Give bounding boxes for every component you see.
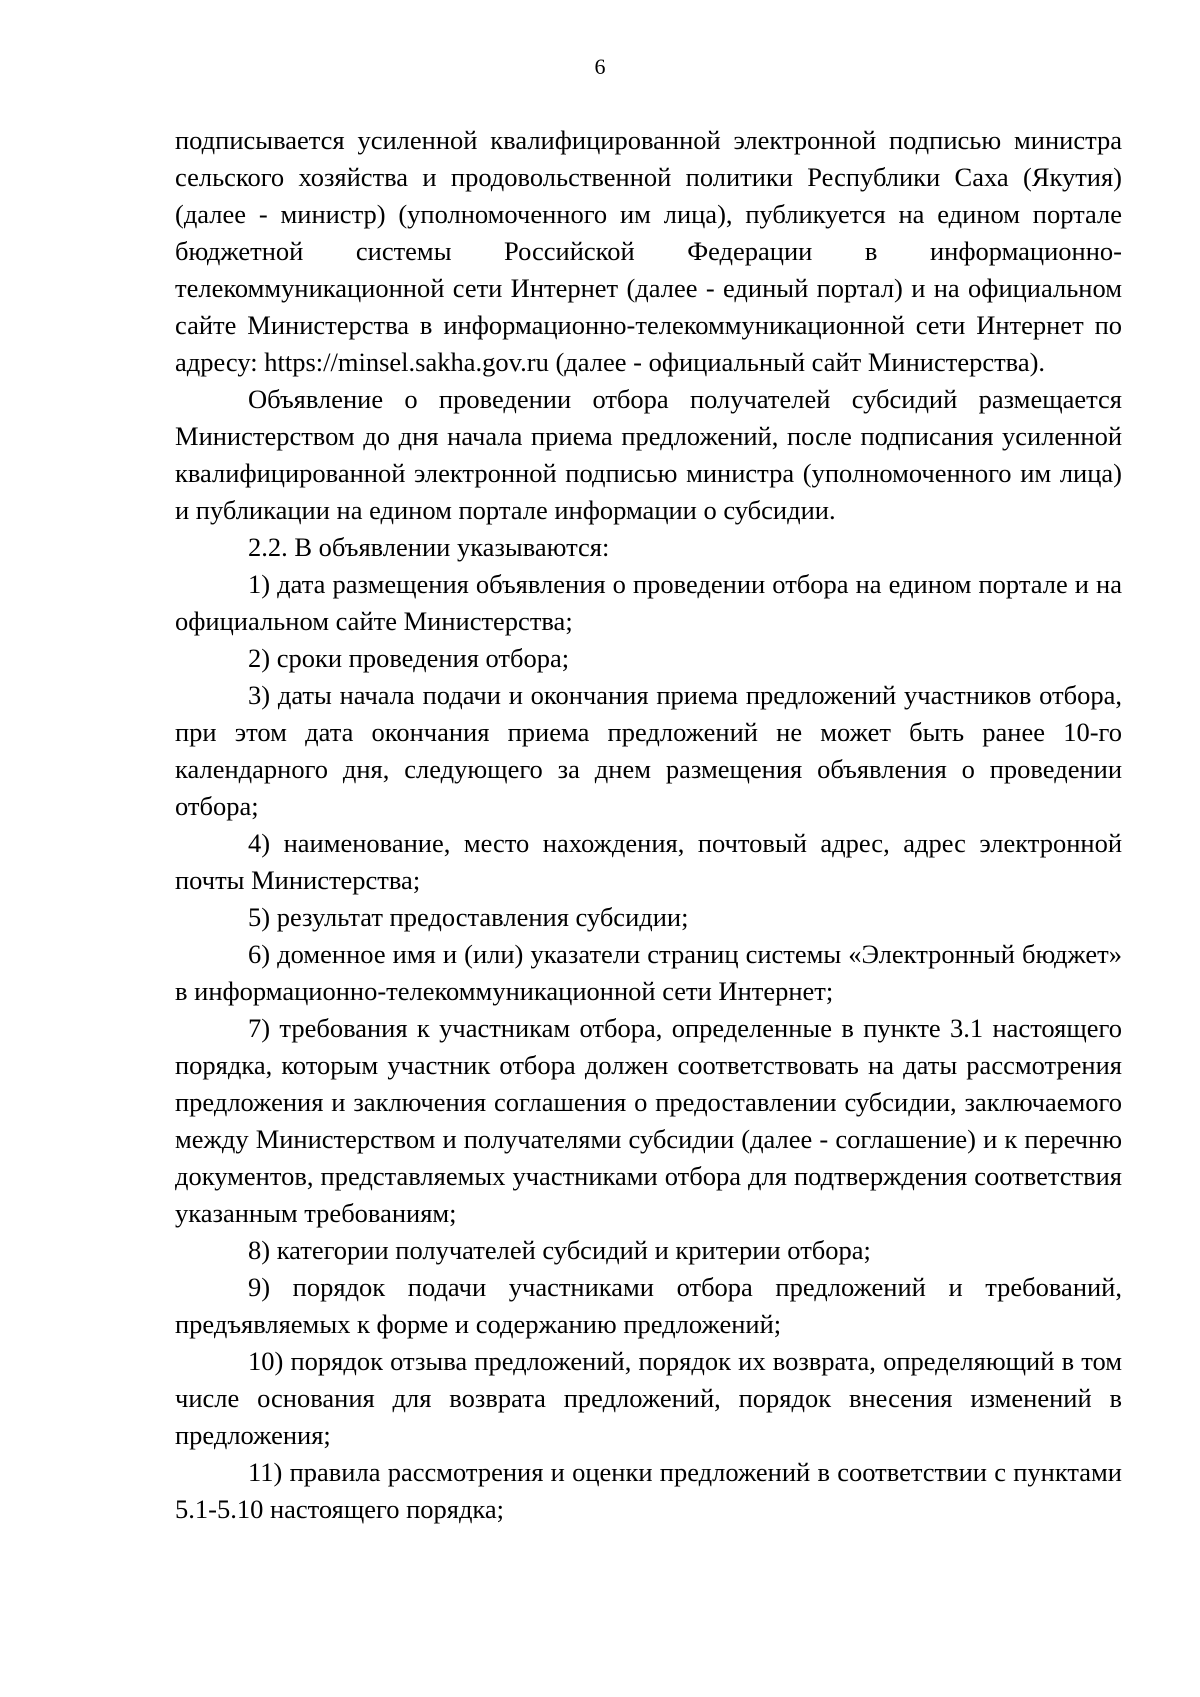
list-item-9: 9) порядок подачи участниками отбора предложений и требований, предъявляемых к форме и содержанию предложений; <box>175 1272 1122 1339</box>
list-item-2: 2) сроки проведения отбора; <box>248 643 570 673</box>
paragraph-section-2-2: 2.2. В объявлении указываются: <box>248 532 610 562</box>
list-item-4: 4) наименование, место нахождения, почтовый адрес, адрес электронной почты Министерства; <box>175 828 1122 895</box>
document-body <box>175 122 1122 1528</box>
page-number: 6 <box>594 54 606 79</box>
paragraph-announcement: Объявление о проведении отбора получателей субсидий размещается Министерством до дня начала приема предложений, после подписания усиленной квалифицированной электронной подписью министра (уполномоченного им лица) и публикации на едином портале информации о субсидии. <box>175 384 1122 525</box>
list-item-6: 6) доменное имя и (или) указатели страниц системы «Электронный бюджет» в информационно-телекоммуникационной сети Интернет; <box>175 939 1122 1006</box>
list-item-1: 1) дата размещения объявления о проведении отбора на едином портале и на официальном сайте Министерства; <box>175 569 1122 636</box>
list-item-11: 11) правила рассмотрения и оценки предложений в соответствии с пунктами 5.1-5.10 настоящего порядка; <box>175 1457 1122 1524</box>
list-item-7: 7) требования к участникам отбора, определенные в пункте 3.1 настоящего порядка, которым участник отбора должен соответствовать на даты рассмотрения предложения и заключения соглашения о предоставлении субсидии, заключаемого между Министерством и получателями субсидии (далее - соглашение) и к перечню документов, представляемых участниками отбора для подтверждения соответствия указанным требованиям; <box>175 1013 1122 1228</box>
list-item-3: 3) даты начала подачи и окончания приема предложений участников отбора, при этом дата окончания приема предложений не может быть ранее 10-го календарного дня, следующего за днем размещения объявления о проведении отбора; <box>175 680 1122 821</box>
list-item-5: 5) результат предоставления субсидии; <box>248 902 689 932</box>
list-item-10: 10) порядок отзыва предложений, порядок их возврата, определяющий в том числе основания для возврата предложений, порядок внесения изменений в предложения; <box>175 1346 1122 1450</box>
paragraph-continuation: подписывается усиленной квалифицированной электронной подписью министра сельского хозяйства и продовольственной политики Республики Саха (Якутия) (далее - министр) (уполномоченного им лица), публикуется на едином портале бюджетной системы Российской Федерации в информационно-телекоммуникационной сети Интернет (далее - единый портал) и на официальном сайте Министерства в информационно-телекоммуникационной сети Интернет по адресу: https://minsel.sakha.gov.ru (далее - официальный сайт Министерства). <box>175 125 1122 377</box>
list-item-8: 8) категории получателей субсидий и критерии отбора; <box>248 1235 871 1265</box>
